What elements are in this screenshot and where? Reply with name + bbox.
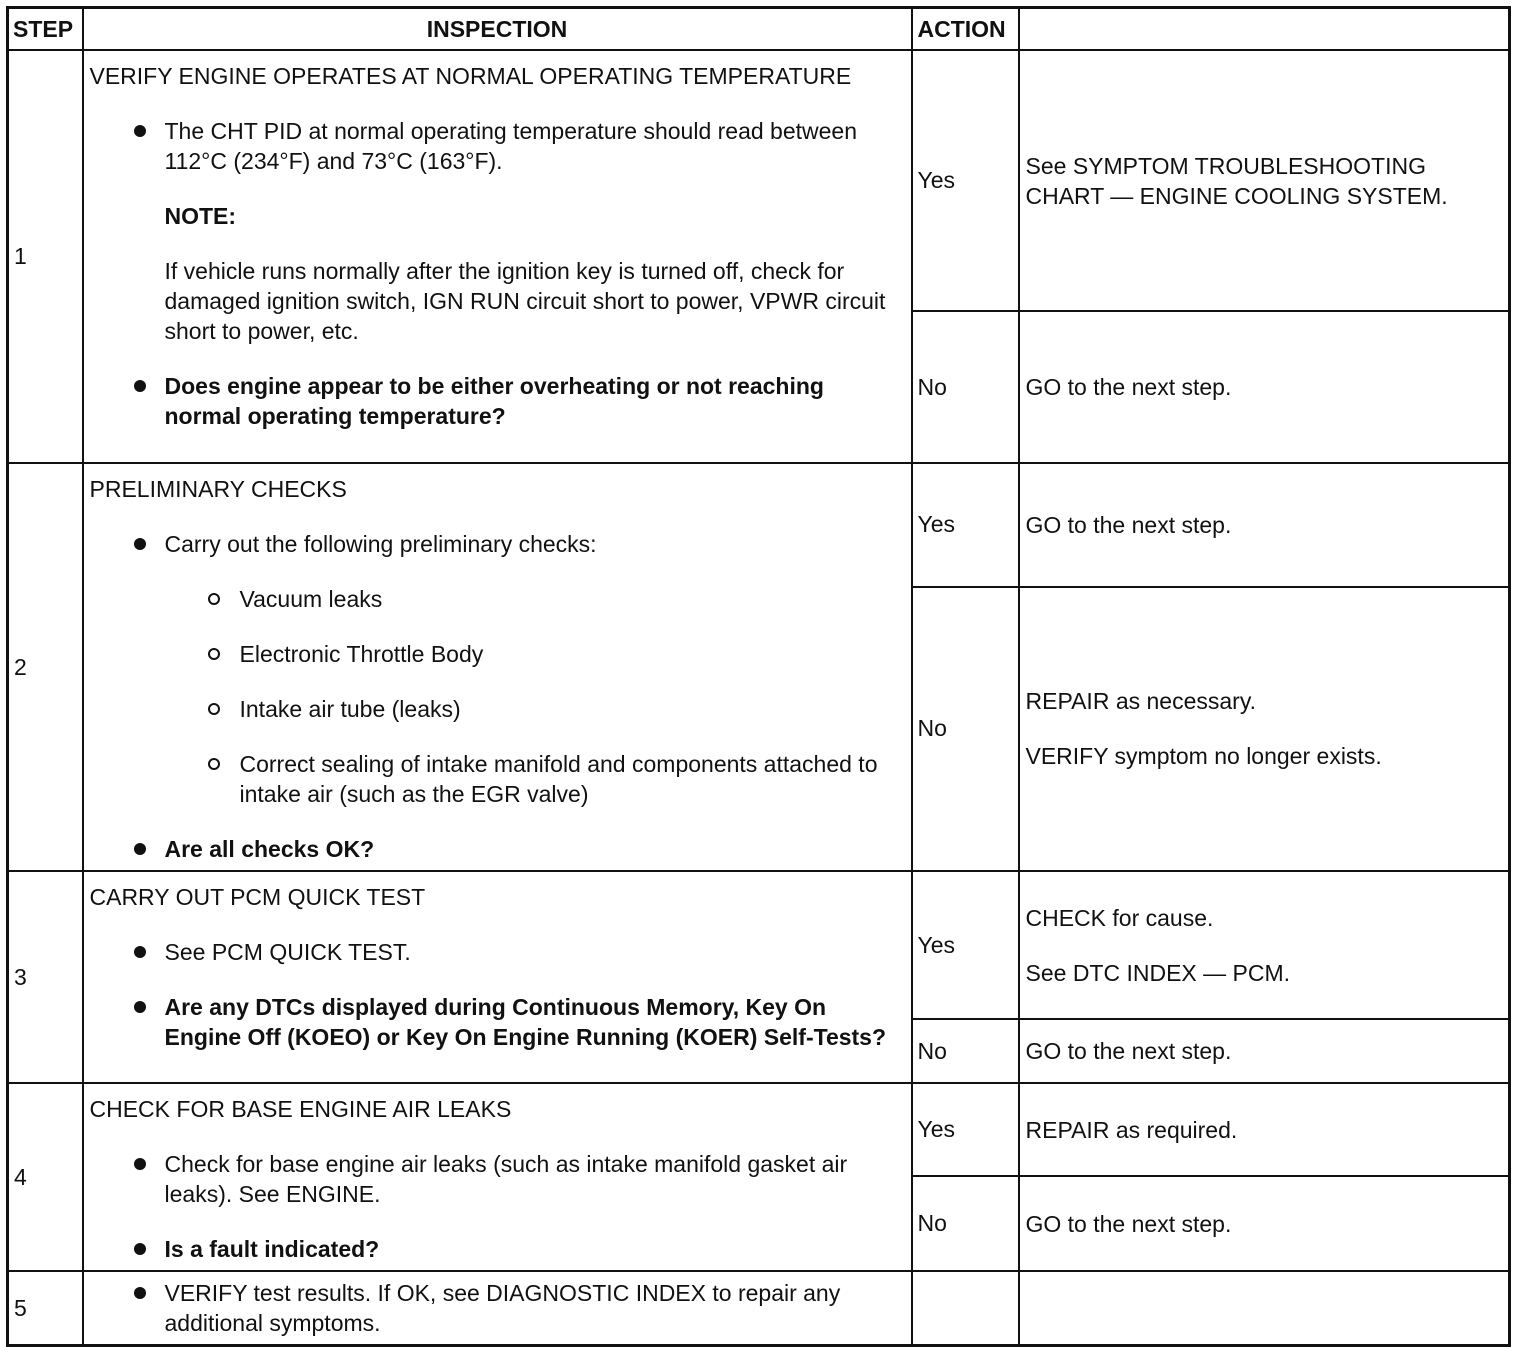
step-1-yes-row [8, 50, 1510, 311]
answer-yes: Yes [912, 50, 1019, 311]
step-bullet: The CHT PID at normal operating temperature should read between 112°C (234°F) and 73°C (163°F). [90, 116, 887, 176]
step-number: 3 [8, 871, 83, 1083]
header-row [8, 8, 1510, 51]
action-no: GO to the next step. [1019, 311, 1510, 463]
step-5-row [8, 1271, 1510, 1346]
header-result [1019, 8, 1510, 51]
step-number: 4 [8, 1083, 83, 1271]
step-number: 5 [8, 1271, 83, 1346]
step-bullet: Check for base engine air leaks (such as intake manifold gasket air leaks). See ENGINE. [90, 1149, 887, 1209]
answer-yes: Yes [912, 871, 1019, 1019]
step-inspection [83, 871, 912, 1083]
step-3-yes-row [8, 871, 1510, 1019]
answer-yes: Yes [912, 463, 1019, 587]
action-yes-line: CHECK for cause. [1025, 904, 1214, 931]
action-yes [1019, 871, 1510, 1019]
step-title: CARRY OUT PCM QUICK TEST [89, 884, 426, 910]
step-question: Does engine appear to be either overheating or not reaching normal operating temperature? [90, 371, 887, 431]
step-2-yes-row [8, 463, 1510, 587]
action-empty [1019, 1271, 1510, 1346]
answer-no: No [912, 1019, 1019, 1083]
action-yes: GO to the next step. [1019, 463, 1510, 587]
action-no-line: VERIFY symptom no longer exists. [1025, 743, 1382, 770]
step-inspection [83, 1083, 912, 1271]
sub-item: Correct sealing of intake manifold and components attached to intake air (such as the EGR valve) [90, 749, 887, 809]
sub-item: Vacuum leaks [90, 584, 887, 614]
step-bullet: See PCM QUICK TEST. [90, 937, 887, 967]
header-action: ACTION [912, 8, 1019, 51]
sub-item: Electronic Throttle Body [90, 639, 887, 669]
step-bullet: Carry out the following preliminary checks: [90, 529, 887, 559]
action-no: GO to the next step. [1019, 1176, 1510, 1271]
step-bullet: VERIFY test results. If OK, see DIAGNOSTIC INDEX to repair any additional symptoms. [90, 1278, 887, 1338]
step-title: PRELIMINARY CHECKS [89, 476, 347, 502]
step-question: Is a fault indicated? [90, 1234, 887, 1264]
note-label: NOTE: [164, 203, 237, 229]
step-number: 1 [8, 50, 83, 463]
action-yes: See SYMPTOM TROUBLESHOOTING CHART — ENGINE COOLING SYSTEM. [1019, 50, 1510, 311]
step-title: CHECK FOR BASE ENGINE AIR LEAKS [89, 1096, 512, 1122]
action-yes-line: See DTC INDEX — PCM. [1025, 959, 1291, 986]
step-inspection [83, 50, 912, 463]
action-no-line: REPAIR as necessary. [1025, 688, 1257, 715]
answer-no: No [912, 1176, 1019, 1271]
answer-yes: Yes [912, 1083, 1019, 1176]
action-no [1019, 587, 1510, 872]
step-inspection [83, 1271, 912, 1346]
action-yes: REPAIR as required. [1019, 1083, 1510, 1176]
step-4-yes-row [8, 1083, 1510, 1176]
answer-no: No [912, 587, 1019, 872]
action-no: GO to the next step. [1019, 1019, 1510, 1083]
step-question: Are any DTCs displayed during Continuous Memory, Key On Engine Off (KOEO) or Key On Engine Running (KOER) Self-Tests? [90, 992, 887, 1052]
step-number: 2 [8, 463, 83, 871]
answer-empty [912, 1271, 1019, 1346]
step-question: Are all checks OK? [90, 834, 887, 864]
step-title: VERIFY ENGINE OPERATES AT NORMAL OPERATING TEMPERATURE [89, 63, 852, 89]
sub-item: Intake air tube (leaks) [90, 694, 887, 724]
header-inspection: INSPECTION [83, 8, 912, 51]
note-text: If vehicle runs normally after the ignition key is turned off, check for damaged ignition switch, IGN RUN circuit short to power, VPWR circuit short to power, etc. [164, 258, 886, 344]
diagnostic-table [6, 6, 1511, 1347]
answer-no: No [912, 311, 1019, 463]
header-step: STEP [8, 8, 83, 51]
step-inspection [83, 463, 912, 871]
